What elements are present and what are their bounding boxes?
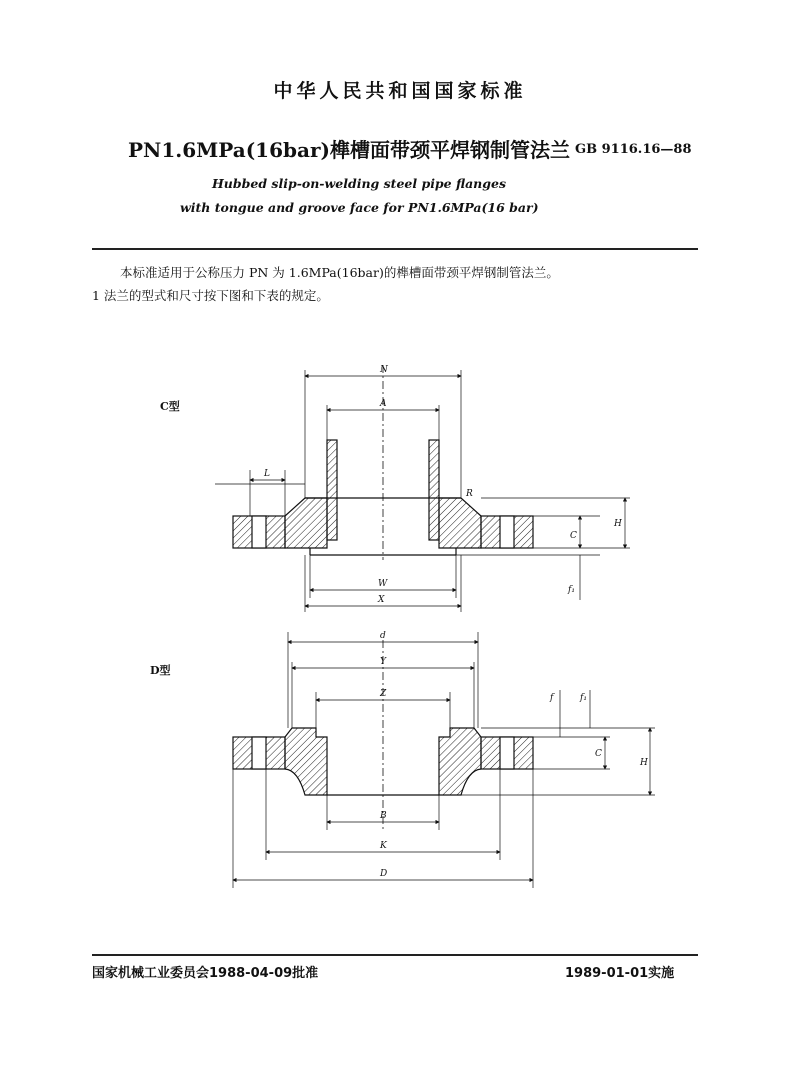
dim-z: Z: [380, 689, 387, 699]
dim-c-c: C: [570, 531, 577, 541]
dim-l: L: [264, 469, 270, 479]
dim-a: A: [380, 399, 387, 409]
type-c-section: [215, 365, 630, 612]
type-d-section: [233, 632, 655, 888]
title-chinese: PN1.6MPa(16bar)榫槽面带颈平焊钢制管法兰: [128, 138, 570, 162]
dim-f1-d: f₁: [580, 693, 587, 703]
flange-drawing: [0, 355, 800, 945]
dim-k: K: [380, 841, 387, 851]
approval-line: 国家机械工业委员会1988-04-09批准: [92, 966, 319, 981]
dim-f1-c: f₁: [568, 585, 575, 595]
dim-r: R: [466, 489, 473, 499]
dim-b: B: [380, 811, 387, 821]
title-english-line-2: with tongue and groove face for PN1.6MPa(16 bar): [180, 200, 539, 215]
dim-c-d: C: [595, 749, 602, 759]
dim-h-d: H: [640, 758, 648, 768]
type-d-label: D型: [150, 664, 171, 677]
type-c-label: C型: [160, 400, 180, 413]
clause-1-paragraph: 1 法兰的型式和尺寸按下图和下表的规定。: [92, 288, 329, 303]
footer-rule: [92, 954, 698, 956]
dim-y: Y: [380, 657, 386, 667]
dim-f: f: [550, 693, 554, 703]
dim-n: N: [380, 365, 388, 375]
dim-x: X: [378, 595, 385, 605]
dim-w: W: [378, 579, 388, 589]
effective-date: 1989-01-01实施: [565, 966, 675, 981]
scope-paragraph: 本标准适用于公称压力 PN 为 1.6MPa(16bar)的榫槽面带颈平焊钢制管法兰。: [120, 265, 559, 280]
dim-h-c: H: [614, 519, 622, 529]
standard-header: 中华人民共和国国家标准: [273, 80, 527, 102]
title-english-line-1: Hubbed slip-on-welding steel pipe flanges: [212, 176, 506, 191]
dim-d-large: D: [380, 869, 388, 879]
dim-d-small: d: [380, 631, 386, 641]
standard-code: GB 9116.16—88: [575, 142, 692, 157]
header-rule: [92, 248, 698, 250]
